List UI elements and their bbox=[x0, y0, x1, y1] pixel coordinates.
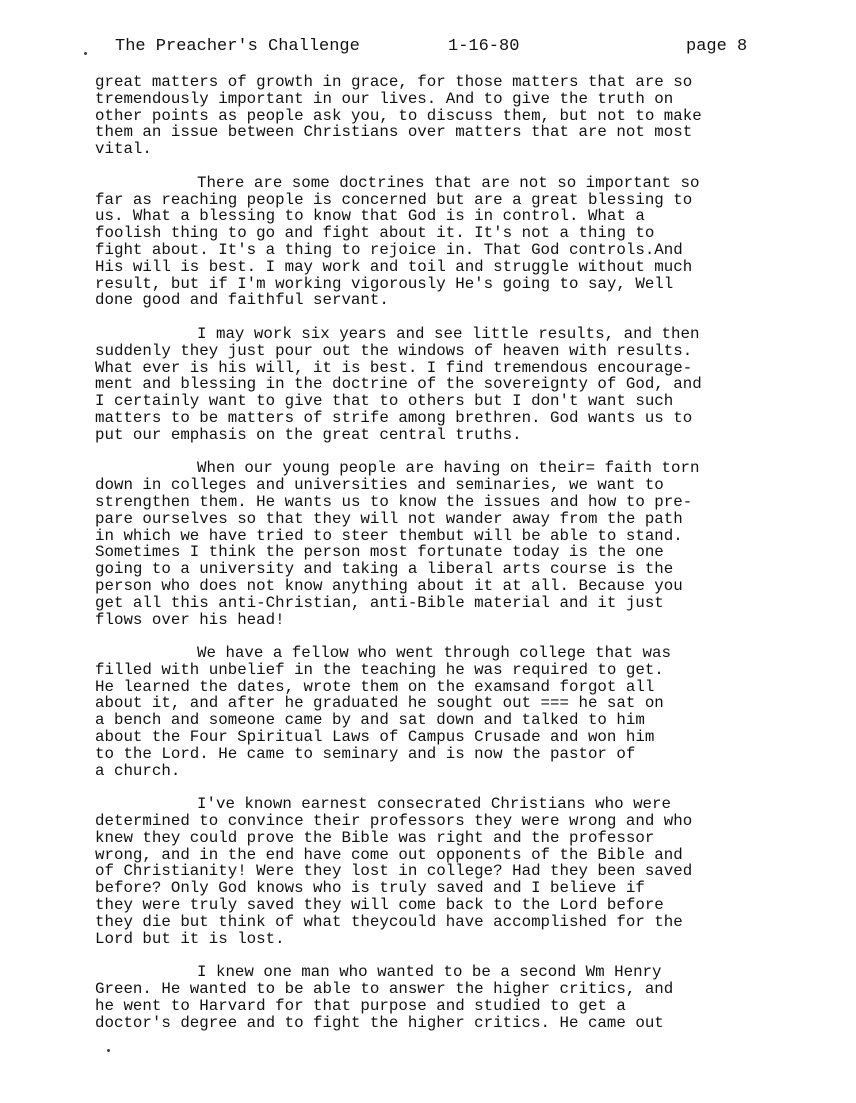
paragraph: I may work six years and see little results, and then suddenly they just pour out the windows of heaven with results. What ever is his will, it is best. I find tremendous encourage- ment and blessing in the doctrine of the sovereignty of God, and I certainly want to give that to others but I don't want such matters to be matters of strife among brethren. God wants us to put our emphasis on the great central truths. bbox=[95, 324, 702, 444]
paragraph: great matters of growth in grace, for those matters that are so tremendously important in our lives. And to give the truth on other points as people ask you, to discuss them, but not to make them an issue between Christians over matters that are not most vital. bbox=[95, 73, 702, 159]
margin-speck bbox=[107, 1049, 110, 1052]
page-header bbox=[0, 37, 856, 59]
document-title: The Preacher's Challenge bbox=[115, 37, 360, 56]
paragraph: When our young people are having on their= faith torn down in colleges and universities and seminaries, we want to strengthen them. He wants us to know the issues and how to pre- pare ourselves so that they will not wander away from the path in which we have tried to steer thembut will be able to stand. Sometimes I think the person most fortunate today is the one going to a university and taking a liberal arts course is the person who does not know anything about it at all. Because you get all this anti-Christian, anti-Bible material and it just flows over his head! bbox=[95, 459, 700, 629]
paragraph: I knew one man who wanted to be a second Wm Henry Green. He wanted to be able to answer the higher critics, and he went to Harvard for that purpose and studied to get a doctor's degree and to fight the higher critics. He came out bbox=[95, 963, 674, 1032]
paragraph: There are some doctrines that are not so important so far as reaching people is concerned but are a great blessing to us. What a blessing to know that God is in control. What a foolish thing to go and fight about it. It's not a thing to fight about. It's a thing to rejoice in. That God controls.And His will is best. I may work and toil and struggle without much result, but if I'm working vigorously He's going to say, Well done good and faithful servant. bbox=[95, 173, 700, 310]
paragraph: I've known earnest consecrated Christians who were determined to convince their professors they were wrong and who knew they could prove the Bible was right and the professor wrong, and in the end have come out opponents of the Bible and of Christianity! Were they lost in college? Had they been saved before? Only God knows who is truly saved and I believe if they were truly saved they will come back to the Lord before they die but think of what theycould have accomplished for the Lord but it is lost. bbox=[95, 795, 693, 948]
document-body bbox=[95, 74, 775, 1048]
page-number: page 8 bbox=[686, 37, 748, 56]
document-date: 1-16-80 bbox=[448, 37, 520, 56]
paragraph: We have a fellow who went through college that was filled with unbelief in the teaching he was required to get. He learned the dates, wrote them on the examsand forgot all about it, and after he graduated he sought out === he sat on a bench and someone came by and sat down and talked to him about the Four Spiritual Laws of Campus Crusade and won him to the Lord. He came to seminary and is now the pastor of a church. bbox=[95, 644, 671, 780]
